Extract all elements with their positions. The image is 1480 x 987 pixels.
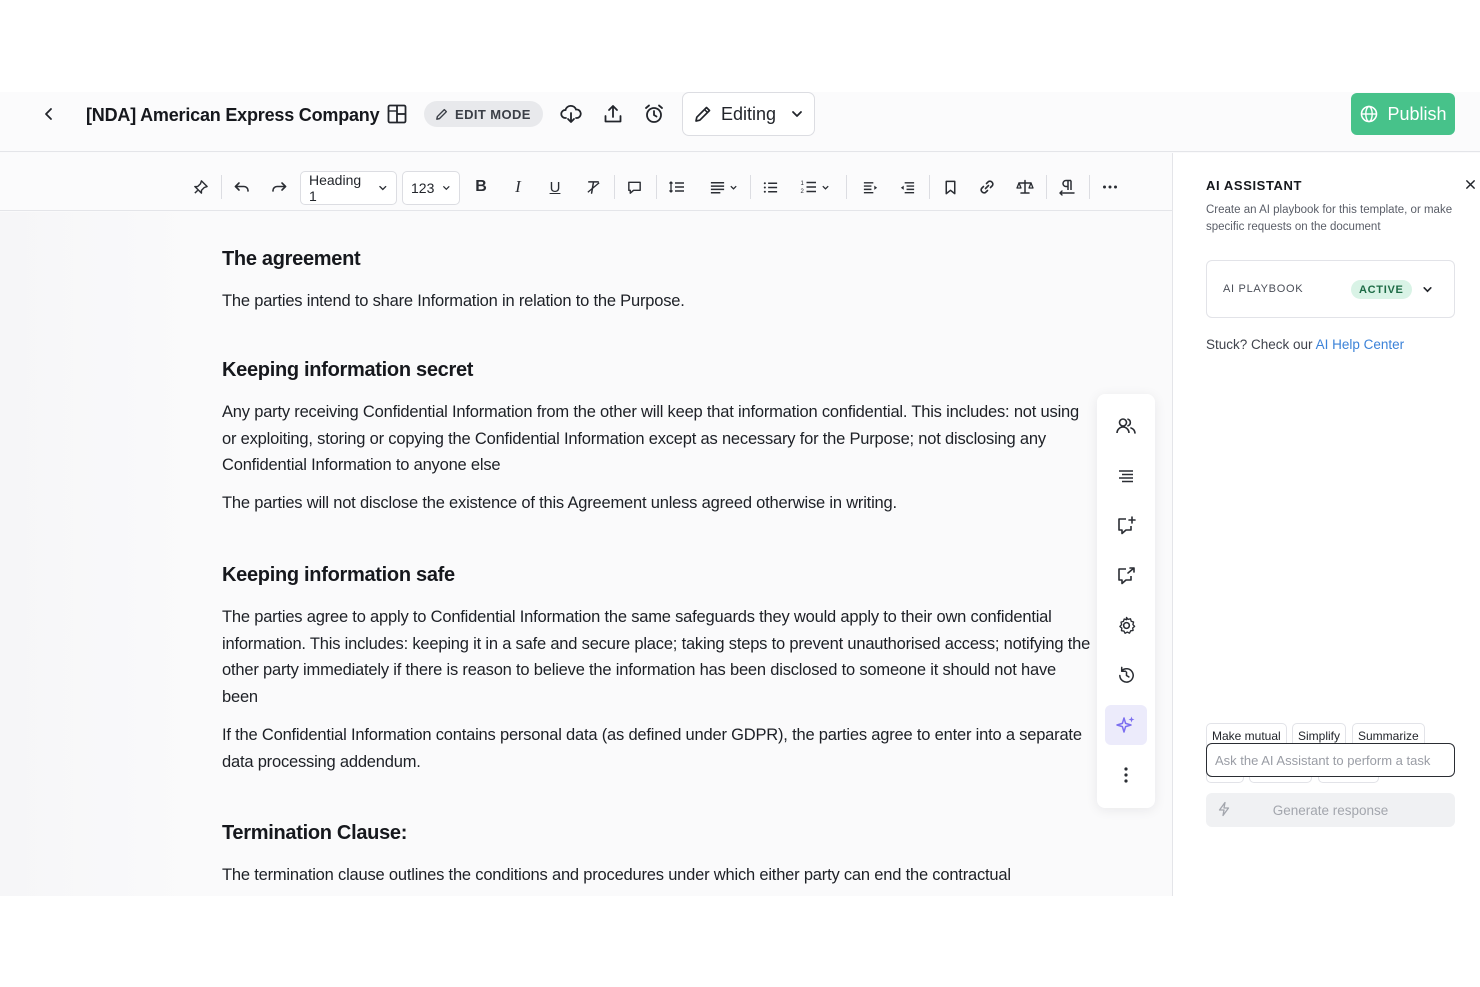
section-heading: Keeping information safe bbox=[222, 564, 455, 586]
chevron-down-icon bbox=[821, 183, 830, 192]
pencil-icon bbox=[693, 104, 713, 124]
publish-label: Publish bbox=[1387, 103, 1447, 124]
chip-summarize[interactable]: Summarize bbox=[1352, 723, 1425, 749]
paragraph: The parties will not disclose the existence of this Agreement unless agreed otherwise in writing. bbox=[222, 494, 897, 512]
paragraph: The parties intend to share Information in relation to the Purpose. bbox=[222, 292, 685, 310]
outdent-icon bbox=[899, 179, 916, 196]
font-size-value: 123 bbox=[411, 180, 435, 196]
document-canvas[interactable] bbox=[0, 212, 1172, 896]
pin-button[interactable] bbox=[188, 173, 212, 201]
legal-clause-button[interactable] bbox=[1013, 173, 1037, 201]
text-direction-button[interactable] bbox=[1055, 173, 1079, 201]
globe-icon bbox=[1359, 104, 1379, 124]
export-button[interactable] bbox=[600, 101, 626, 127]
more-tools-button[interactable] bbox=[1105, 755, 1147, 795]
outline-button[interactable] bbox=[1105, 456, 1147, 496]
pencil-icon bbox=[434, 107, 449, 122]
chevron-down-icon bbox=[378, 183, 388, 193]
generate-response-label: Generate response bbox=[1272, 802, 1389, 818]
lightning-icon bbox=[1216, 801, 1232, 817]
upload-icon bbox=[602, 103, 624, 125]
reminder-button[interactable] bbox=[641, 101, 667, 127]
ai-prompt-input[interactable] bbox=[1206, 743, 1455, 777]
playbook-label: AI PLAYBOOK bbox=[1223, 283, 1304, 295]
chip-simplify[interactable]: Simplify bbox=[1292, 723, 1346, 749]
clear-format-button[interactable] bbox=[581, 173, 605, 201]
comment-plus-icon bbox=[1115, 515, 1137, 537]
align-right-lines-icon bbox=[1116, 466, 1136, 486]
editing-mode-dropdown[interactable] bbox=[682, 92, 815, 136]
chevron-down-icon bbox=[729, 183, 738, 192]
indent-button[interactable] bbox=[858, 173, 882, 201]
history-icon bbox=[1116, 665, 1137, 686]
section-heading: Termination Clause: bbox=[222, 822, 408, 844]
pin-icon bbox=[192, 179, 209, 196]
numbered-list-dropdown[interactable] bbox=[796, 173, 834, 201]
align-justify-icon bbox=[709, 179, 726, 196]
toolbar-divider bbox=[221, 175, 222, 199]
paragraph: The termination clause outlines the conditions and procedures under which either party can end the contractual bbox=[222, 866, 1011, 884]
comment-share-icon bbox=[1115, 565, 1137, 587]
toolbar-divider bbox=[929, 175, 930, 199]
more-options-button[interactable] bbox=[1098, 173, 1122, 201]
gear-icon bbox=[1116, 615, 1137, 636]
editing-label: Editing bbox=[721, 103, 777, 124]
italic-button[interactable]: I bbox=[515, 177, 521, 196]
heading-style-value: Heading 1 bbox=[309, 172, 362, 204]
chip-make-mutual[interactable]: Make mutual bbox=[1206, 723, 1287, 749]
bookmark-icon bbox=[942, 179, 959, 196]
help-center-link[interactable]: AI Help Center bbox=[1315, 337, 1405, 352]
scale-icon bbox=[1016, 178, 1034, 196]
side-tool-rail bbox=[1097, 394, 1155, 808]
header-bar bbox=[0, 92, 1480, 152]
layout-icon[interactable] bbox=[386, 103, 408, 125]
undo-button[interactable] bbox=[230, 173, 254, 201]
chevron-left-icon bbox=[42, 107, 56, 121]
link-button[interactable] bbox=[975, 173, 999, 201]
more-vertical-icon bbox=[1116, 765, 1136, 785]
toolbar-divider bbox=[750, 175, 751, 199]
section-heading: The agreement bbox=[222, 248, 361, 270]
ai-playbook-dropdown[interactable] bbox=[1206, 260, 1455, 318]
paragraph-direction-icon bbox=[1058, 178, 1076, 196]
chevron-down-icon bbox=[1419, 281, 1435, 297]
toolbar-divider bbox=[656, 175, 657, 199]
generate-response-button[interactable] bbox=[1206, 793, 1455, 827]
chevron-down-icon bbox=[442, 183, 451, 193]
app-window bbox=[0, 92, 1480, 896]
close-panel-button[interactable] bbox=[1461, 175, 1479, 193]
paragraph: The parties agree to apply to Confidential Information the same safeguards they would apply to their own confidential information. This includes: keeping it in a safe and secure place; taking steps to prevent unauthorised access; notifying the other party immediately if there is reason to believe the information has been disclosed to someone it should not have been bbox=[222, 608, 1091, 706]
edit-mode-label: EDIT MODE bbox=[455, 106, 531, 122]
line-spacing-icon bbox=[668, 178, 686, 196]
publish-button[interactable] bbox=[1351, 93, 1455, 135]
bullet-list-button[interactable] bbox=[758, 173, 782, 201]
underline-button[interactable]: U bbox=[549, 178, 561, 196]
toolbar-divider bbox=[846, 175, 847, 199]
bookmark-button[interactable] bbox=[938, 173, 962, 201]
heading-style-select[interactable] bbox=[300, 171, 397, 205]
ai-assistant-toggle[interactable] bbox=[1105, 705, 1147, 745]
comment-icon bbox=[626, 179, 643, 196]
share-comment-button[interactable] bbox=[1105, 556, 1147, 596]
alarm-clock-icon bbox=[643, 103, 665, 125]
panel-description: Create an AI playbook for this template, or make specific requests on the document bbox=[1206, 204, 1453, 233]
close-icon bbox=[1465, 179, 1476, 190]
text-align-dropdown[interactable] bbox=[704, 173, 742, 201]
help-prefix: Stuck? Check our bbox=[1206, 337, 1316, 352]
add-comment-button[interactable] bbox=[1105, 506, 1147, 546]
numbered-list-icon bbox=[800, 178, 818, 196]
ai-assistant-panel bbox=[1172, 153, 1480, 896]
help-text bbox=[1206, 337, 1404, 352]
undo-icon bbox=[233, 178, 251, 196]
link-icon bbox=[978, 178, 996, 196]
back-button[interactable] bbox=[36, 101, 62, 127]
comment-button[interactable] bbox=[622, 173, 646, 201]
line-spacing-button[interactable] bbox=[665, 173, 689, 201]
users-icon bbox=[1115, 415, 1137, 437]
chevron-down-icon bbox=[790, 107, 804, 121]
sparkle-icon bbox=[1115, 714, 1137, 736]
document-title: [NDA] American Express Company bbox=[86, 105, 380, 125]
toolbar-divider bbox=[1046, 175, 1047, 199]
collaborators-button[interactable] bbox=[1105, 406, 1147, 446]
indent-icon bbox=[862, 179, 879, 196]
edit-mode-badge bbox=[424, 101, 543, 127]
redo-button[interactable] bbox=[267, 173, 291, 201]
history-button[interactable] bbox=[1105, 655, 1147, 695]
clear-formatting-icon bbox=[585, 179, 602, 196]
font-size-select[interactable] bbox=[402, 171, 460, 205]
outdent-button[interactable] bbox=[895, 173, 919, 201]
panel-title: AI ASSISTANT bbox=[1206, 178, 1303, 193]
bold-button[interactable]: B bbox=[475, 178, 487, 195]
more-horizontal-icon bbox=[1101, 178, 1119, 196]
settings-button[interactable] bbox=[1105, 605, 1147, 645]
svg-text:2: 2 bbox=[800, 189, 804, 195]
paragraph: If the Confidential Information contains personal data (as defined under GDPR), the parties agree to enter into a separate data processing addendum. bbox=[222, 726, 1082, 771]
svg-text:1: 1 bbox=[800, 181, 804, 187]
cloud-download-icon bbox=[560, 103, 582, 125]
redo-icon bbox=[270, 178, 288, 196]
formatting-toolbar bbox=[0, 153, 1172, 211]
section-heading: Keeping information secret bbox=[222, 359, 474, 381]
cloud-sync-button[interactable] bbox=[558, 101, 584, 127]
toolbar-divider bbox=[614, 175, 615, 199]
paragraph: Any party receiving Confidential Information from the other will keep that information confidential. This includes: not using or exploiting, storing or copying the Confidential Information except as necessary for the Purpose; not disclosing any Confidential Information to anyone else bbox=[222, 403, 1079, 474]
bullet-list-icon bbox=[762, 179, 779, 196]
toolbar-divider bbox=[1089, 175, 1090, 199]
status-badge: ACTIVE bbox=[1351, 280, 1412, 299]
